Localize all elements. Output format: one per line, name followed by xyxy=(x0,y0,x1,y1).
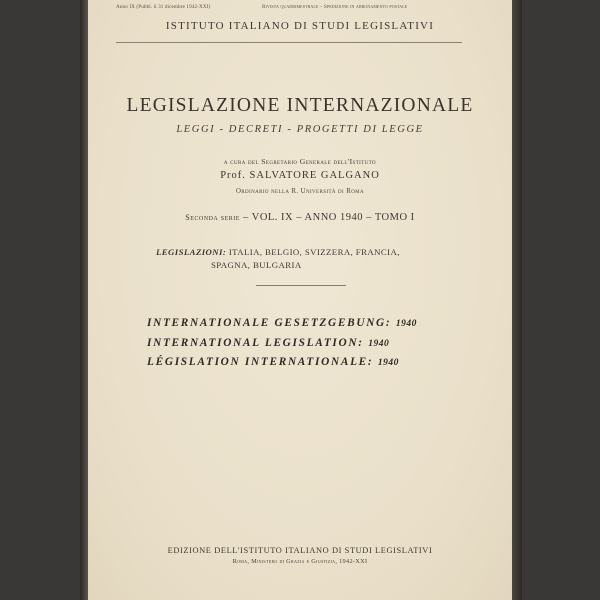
legislations-line-2: SPAGNA, BULGARIA xyxy=(211,259,302,270)
intl-title-year: 1940 xyxy=(368,338,390,349)
curated-by: a cura del Segretario Generale dell'Istituto xyxy=(223,157,377,166)
international-titles xyxy=(147,314,477,373)
title-page xyxy=(88,0,512,600)
book-edge-right xyxy=(512,0,522,600)
editor-position: Ordinario nella R. Università di Roma xyxy=(235,188,365,195)
issue-note: Anno IX (Pubbl. il 31 dicembre 1942-XXI) xyxy=(116,4,211,10)
series-label: Seconda serie xyxy=(185,213,240,222)
intl-title-year: 1940 xyxy=(377,358,399,368)
intl-title-text: LÉGISLATION INTERNATIONALE: xyxy=(147,356,374,368)
legislations-line-1: ITALIA, BELGIO, SVIZZERA, FRANCIA, xyxy=(228,247,400,257)
section-rule xyxy=(256,285,346,286)
editor-name: Prof. SALVATORE GALGANO xyxy=(220,170,380,181)
institute-name: ISTITUTO ITALIANO DI STUDI LEGISLATIVI xyxy=(165,20,435,32)
intl-title-french xyxy=(147,353,477,373)
intl-title-text: INTERNATIONALE GESETZGEBUNG: xyxy=(147,317,392,329)
publisher-line: EDIZIONE DELL'ISTITUTO ITALIANO DI STUDI LEGISLATIVI xyxy=(167,546,433,555)
book-edge-left xyxy=(80,0,88,600)
series-line xyxy=(88,212,512,223)
legislations-label: LEGISLAZIONI: xyxy=(156,247,227,257)
volume-info: – VOL. IX – ANNO 1940 – TOMO I xyxy=(243,212,415,223)
intl-title-year: 1940 xyxy=(395,319,417,329)
intl-title-german xyxy=(147,314,477,334)
subtitle: LEGGI - DECRETI - PROGETTI DI LEGGE xyxy=(176,124,424,135)
intl-title-text: INTERNATIONAL LEGISLATION: xyxy=(147,336,364,349)
header-rule xyxy=(116,42,462,43)
intl-title-english xyxy=(147,334,477,354)
main-title: LEGISLAZIONE INTERNAZIONALE xyxy=(126,95,474,116)
imprint-line: Roma, Ministero di Grazia e Giustizia, 1942-XXI xyxy=(232,558,368,565)
periodical-note: Rivista quadrimestrale – Spedizione in abbonamento postale xyxy=(262,4,408,10)
legislations-block xyxy=(156,246,446,271)
